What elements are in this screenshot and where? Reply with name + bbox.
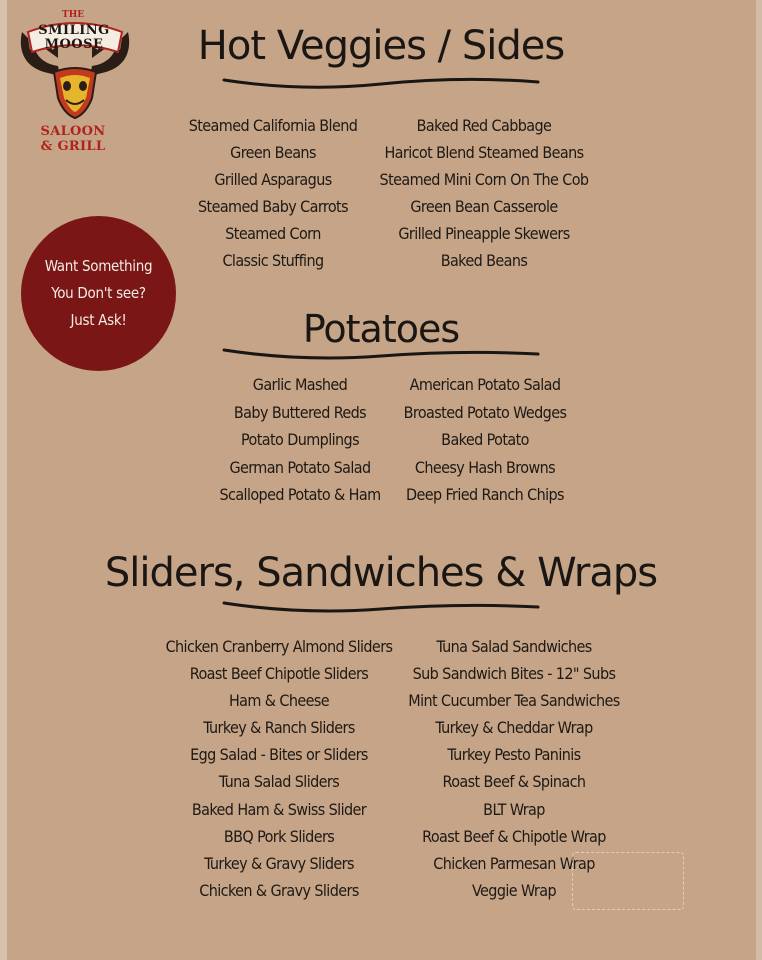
menu-item: Baked Beans: [440, 251, 528, 270]
menu-item: Potato Dumplings: [241, 430, 359, 449]
menu-item: Steamed Mini Corn On The Cob: [379, 170, 589, 189]
menu-item: Grilled Asparagus: [214, 170, 332, 189]
menu-item: Chicken Parmesan Wrap: [433, 853, 595, 873]
menu-item: Egg Salad - Bites or Sliders: [190, 745, 368, 765]
menu-item: Roast Beef Chipotle Sliders: [189, 664, 369, 684]
logo-the: THE: [62, 10, 85, 20]
veggies-left-column: [168, 112, 378, 274]
menu-item: Chicken & Gravy Sliders: [199, 880, 359, 900]
menu-item: Mint Cucumber Tea Sandwiches: [408, 691, 620, 711]
menu-item: BLT Wrap: [483, 799, 545, 819]
logo-subtitle: [14, 124, 132, 154]
menu-item: American Potato Salad: [409, 375, 561, 394]
menu-item: Tuna Salad Sandwiches: [436, 637, 592, 656]
menu-item: Classic Stuffing: [222, 251, 324, 270]
menu-item: Grilled Pineapple Skewers: [398, 224, 570, 243]
section-title-veggies: Hot Veggies / Sides: [197, 23, 565, 69]
watermark-box: [572, 852, 684, 910]
menu-item: Baked Ham & Swiss Slider: [191, 799, 367, 819]
sliders-left-column: [163, 633, 395, 904]
menu-item: Green Beans: [230, 143, 316, 162]
menu-item: German Potato Salad: [229, 457, 371, 477]
menu-item: Deep Fried Ranch Chips: [406, 485, 564, 504]
title-swash-veggies: [222, 70, 540, 92]
menu-item: Cheesy Hash Browns: [414, 457, 556, 477]
logo-name-line1: SMILING: [38, 23, 110, 38]
potatoes-left-column: [205, 371, 395, 509]
logo-name-line2: MOOSE: [44, 37, 104, 52]
menu-item: Scalloped Potato & Ham: [219, 485, 381, 504]
title-swash-sliders: [222, 597, 540, 619]
menu-item: Ham & Cheese: [228, 691, 330, 711]
menu-item: Tuna Salad Sliders: [218, 772, 340, 792]
menu-item: Baby Buttered Reds: [233, 402, 367, 422]
menu-item: Broasted Potato Wedges: [403, 402, 567, 422]
menu-item: Turkey & Cheddar Wrap: [435, 718, 593, 738]
menu-item: Sub Sandwich Bites - 12" Subs: [412, 664, 616, 684]
veggies-right-column: [370, 112, 598, 274]
menu-item: Steamed California Blend: [188, 116, 358, 135]
menu-item: Turkey Pesto Paninis: [447, 745, 581, 765]
ask-circle-text: Want Something You Don't see? Just Ask!: [44, 257, 153, 329]
potatoes-right-column: [392, 371, 578, 509]
logo-subtitle-line1: SALOON: [40, 124, 106, 139]
menu-item: BBQ Pork Sliders: [223, 826, 335, 846]
menu-item: Roast Beef & Chipotle Wrap: [422, 826, 606, 846]
menu-item: Roast Beef & Spinach: [442, 772, 586, 792]
logo-subtitle-line2: & GRILL: [40, 139, 106, 154]
menu-item: Turkey & Gravy Sliders: [204, 853, 354, 873]
page-edge-left: [0, 0, 7, 960]
menu-item: Steamed Baby Carrots: [198, 197, 348, 216]
page-edge-right: [756, 0, 762, 960]
menu-item: Green Bean Casserole: [410, 197, 558, 216]
section-title-sliders: Sliders, Sandwiches & Wraps: [104, 550, 658, 596]
title-swash-potatoes: [222, 344, 540, 366]
menu-item: Turkey & Ranch Sliders: [203, 718, 355, 738]
menu-item: Steamed Corn: [225, 224, 321, 243]
menu-item: Garlic Mashed: [252, 375, 348, 394]
section-title-potatoes: Potatoes: [302, 307, 460, 351]
menu-item: Baked Red Cabbage: [416, 116, 552, 135]
menu-item: Baked Potato: [441, 430, 529, 449]
menu-item: Veggie Wrap: [472, 880, 556, 900]
menu-item: Haricot Blend Steamed Beans: [384, 143, 584, 162]
menu-item: Chicken Cranberry Almond Sliders: [165, 637, 393, 656]
